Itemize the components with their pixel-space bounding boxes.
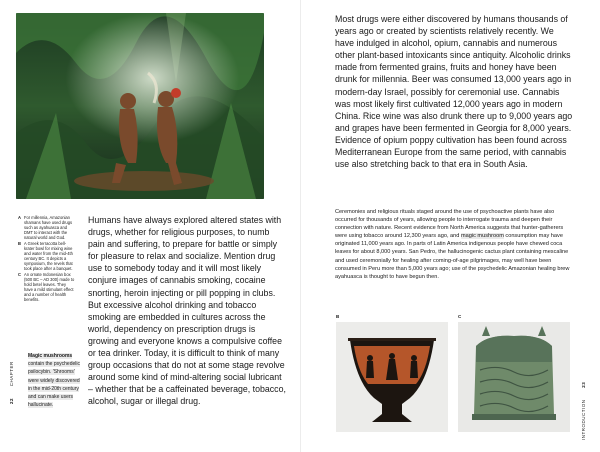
amazon-shamans-photo bbox=[16, 13, 264, 199]
caption-text: A Greek terracotta bell-krater bowl for mixing wine and water from the mid-4th century BC. It depicts a symposium, the revels that took place after a banquet. bbox=[24, 241, 73, 271]
sidebar-text-start: Ceremonies and religious rituals staged around the use of psychoactive plants have also occurred for thousands of years, allowing people to interrogate trauma and deepen their connection with nature. Recent evidence from North America suggests that hunter-gatherers were using tobacco around 12,300 years ago, and bbox=[335, 209, 564, 240]
callout-body: contain the psychedelic psilocybin. 'Shrooms' were widely discovered in the mid-20th century and can make users hallucinate. bbox=[28, 361, 80, 409]
running-head: CHAPTER bbox=[9, 361, 14, 387]
page-number: 22 bbox=[9, 397, 14, 404]
right-folio bbox=[581, 382, 586, 440]
left-folio bbox=[9, 361, 14, 404]
page-number: 23 bbox=[581, 381, 586, 388]
running-head: INTRODUCTION bbox=[581, 399, 586, 440]
figure-c-label: C bbox=[458, 314, 462, 319]
right-sidebar-text bbox=[335, 208, 571, 281]
image-captions bbox=[18, 215, 76, 303]
sidebar-text-end: consumption may have originated 11,000 years ago. In parts of Latin America indigenous people have chewed coca leaves for about 8,000 years. San Pedro, the hallucinogenic cactus plant containing mescaline and used ceremonially for healing after coming-of-age pilgrimages, may well have been consumed in Peru more than 5,000 years ago; use of the psychedelic Amazonian healing brew ayahuasca is thought to have begun then. bbox=[335, 233, 570, 280]
callout-title: Magic mushrooms bbox=[28, 353, 73, 359]
right-body-text: Most drugs were either discovered by humans thousands of years ago or created by scientists relatively recently. We have indulged in alcohol, opium, cannabis and numerous other plant-based intoxicants since antiquity. Alcoholic drinks made from fermented grains, fruits and honey have been drunk for millennia. Beer was consumed 13,000 years ago in modern-day Israel, possibly for ceremonial use. Cannabis was most likely first cultivated 12,000 years ago in modern China. Rice wine was also drunk there up to 9,000 years ago and grapes have been fermented in Georgia for 8,000 years. Evidence of opium poppy cultivation has been found across Mediterranean Europe from the same period, with cannabis use also stretching back to that era in South Asia. bbox=[335, 14, 573, 170]
caption-c bbox=[18, 272, 76, 302]
caption-text: For millennia, Amazonian shamans have used drugs such as ayahuasca and DMT to interact with the natural world and God. bbox=[24, 215, 73, 240]
sidebar-highlight: magic mushroom bbox=[460, 233, 504, 240]
page-gutter bbox=[300, 0, 301, 452]
caption-letter: A bbox=[18, 215, 21, 220]
caption-text: An ornate Indonesian box (500 BC – AD 300) made to hold betel leaves. They have a mild stimulant effect and a number of health benefits. bbox=[24, 272, 75, 302]
greek-bell-krater-photo bbox=[336, 322, 448, 432]
caption-b bbox=[18, 241, 76, 271]
indonesian-betel-box-photo bbox=[458, 322, 570, 432]
caption-letter: C bbox=[18, 272, 21, 277]
left-body-text: Humans have always explored altered states with drugs, whether for religious purposes, to numb pain and suffering, to prepare for battle or simply for pleasure to relax and socialize. Mention drug use to somebody today and it will most likely conjure images of cannabis smoking, cocaine snorting, heroin injecting or pill popping in clubs. But excessive alcohol drinking and tobacco smoking are embedded in cultures across the world, dependency on prescription drugs is growing and everyone knows a compulsive coffee or tea drinker. Today, it is difficult to think of many group occasions that do not at some stage revolve around some kind of mind-altering social lubricant – whether that be a caffeinated beverage, tobacco, alcohol, sugar or illegal drug. bbox=[88, 215, 286, 407]
caption-letter: B bbox=[18, 241, 21, 246]
caption-a bbox=[18, 215, 76, 240]
magic-mushrooms-callout bbox=[28, 352, 82, 409]
figure-b-label: B bbox=[336, 314, 340, 319]
